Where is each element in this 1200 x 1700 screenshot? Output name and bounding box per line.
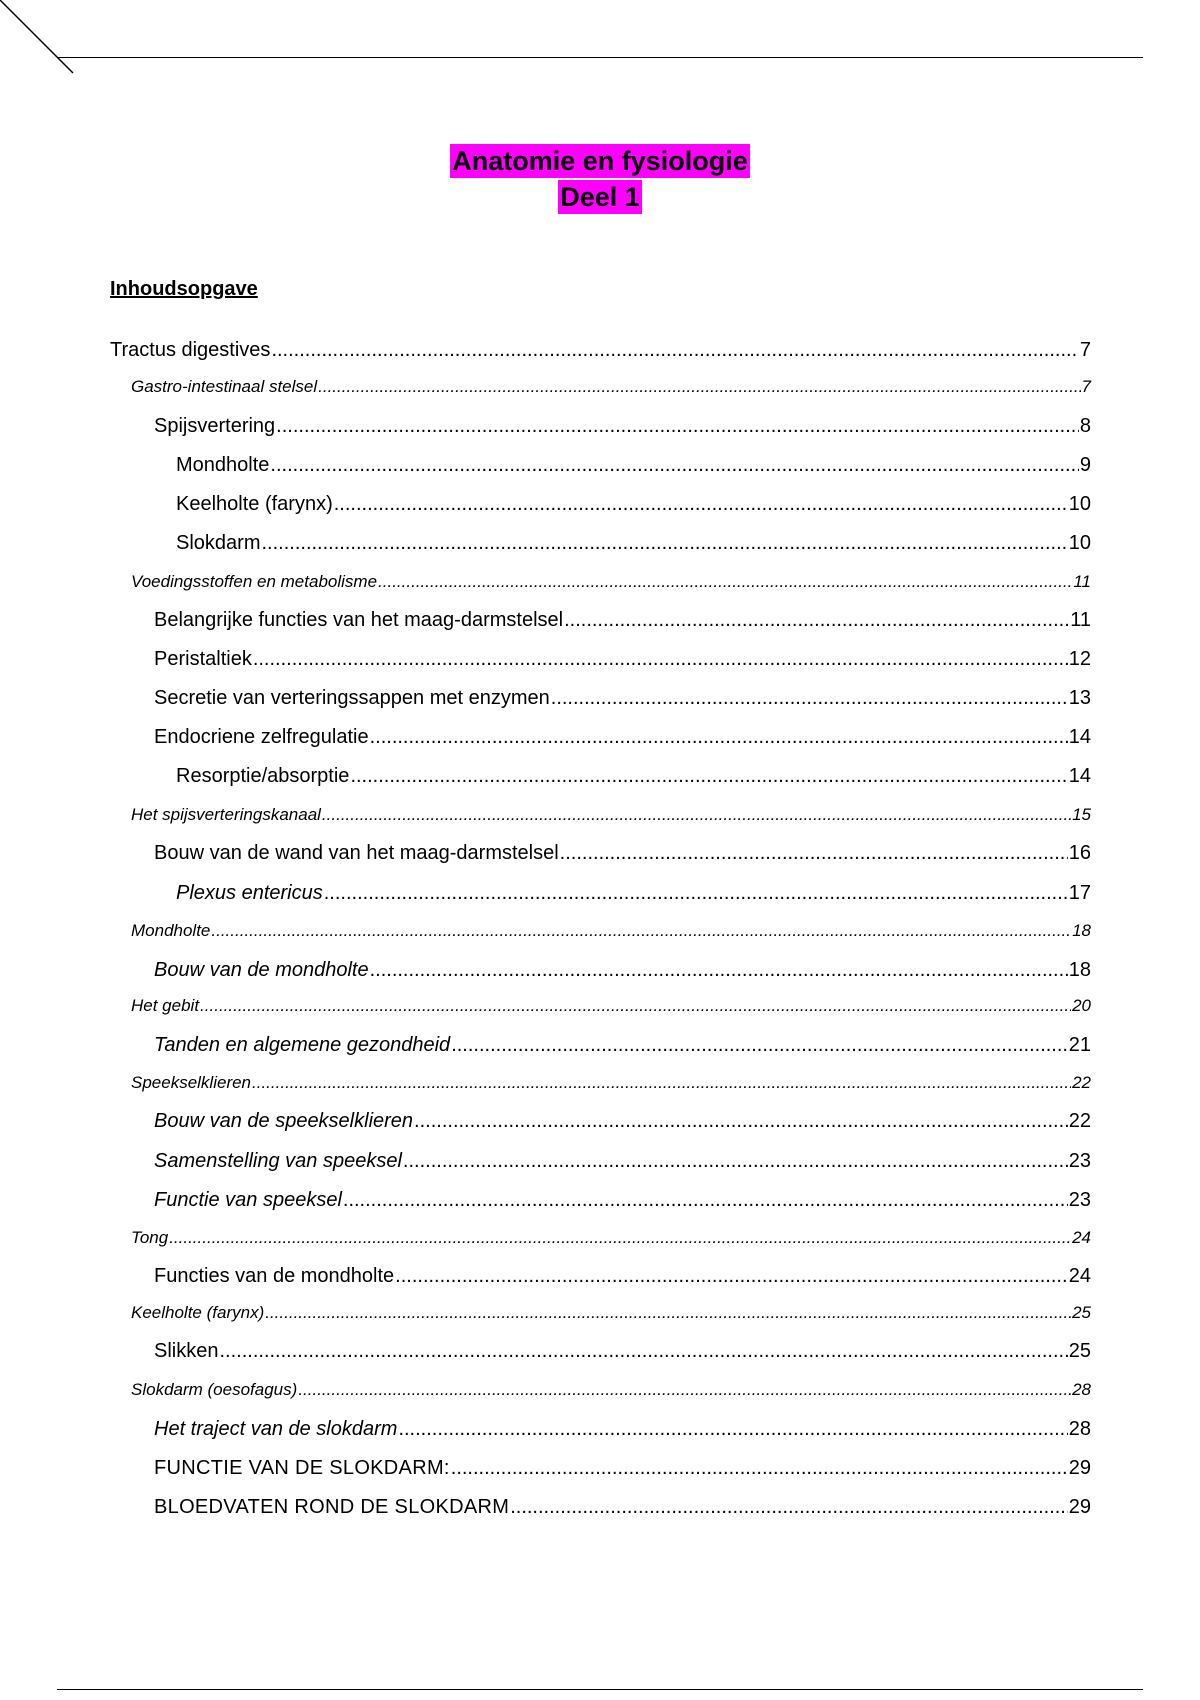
- document-title: [0, 144, 1200, 216]
- toc-leader-dots: [343, 1189, 1068, 1212]
- toc-leader-dots: [560, 842, 1068, 865]
- toc-leader-dots: [395, 1265, 1068, 1288]
- toc-entry-page: 14: [1068, 726, 1091, 748]
- toc-leader-dots: [169, 1228, 1071, 1248]
- toc-entry-label: Het spijsverteringskanaal: [131, 805, 321, 824]
- toc-leader-dots: [261, 532, 1067, 555]
- toc-entry[interactable]: [154, 648, 1091, 671]
- toc-leader-dots: [370, 959, 1068, 982]
- toc-leader-dots: [334, 493, 1068, 516]
- toc-leader-dots: [276, 415, 1079, 438]
- toc-entry[interactable]: [131, 996, 1091, 1016]
- toc-entry-page: 24: [1068, 1265, 1091, 1287]
- toc-entry[interactable]: [154, 1340, 1091, 1363]
- footer-rule: [57, 1689, 1143, 1690]
- toc-entry-page: 29: [1068, 1496, 1091, 1518]
- toc-entry-label: Voedingsstoffen en metabolisme: [131, 572, 378, 591]
- toc-entry-label: Slokdarm: [176, 532, 261, 554]
- toc-leader-dots: [350, 765, 1067, 788]
- toc-entry[interactable]: [154, 415, 1091, 438]
- toc-entry-page: 14: [1068, 765, 1091, 787]
- toc-entry[interactable]: [176, 532, 1091, 555]
- toc-leader-dots: [200, 996, 1071, 1016]
- toc-entry-page: 18: [1072, 921, 1091, 940]
- toc-entry-page: 12: [1068, 648, 1091, 670]
- toc-entry-label: Plexus entericus: [176, 882, 323, 904]
- toc-entry-page: 20: [1072, 996, 1091, 1015]
- toc-entry-page: 24: [1072, 1228, 1091, 1247]
- toc-entry[interactable]: [154, 1265, 1091, 1288]
- toc-entry-page: 18: [1068, 959, 1091, 981]
- toc-entry-label: Mondholte: [131, 921, 211, 940]
- toc-entry-label: Bouw van de mondholte: [154, 959, 369, 981]
- toc-entry-page: 28: [1068, 1418, 1091, 1440]
- toc-entry[interactable]: [154, 1110, 1091, 1133]
- toc-leader-dots: [271, 339, 1078, 362]
- toc-entry-page: 21: [1068, 1034, 1091, 1056]
- toc-leader-dots: [298, 1380, 1071, 1400]
- toc-entry-page: 11: [1070, 609, 1091, 631]
- toc-entry[interactable]: [154, 1189, 1091, 1212]
- toc-leader-dots: [211, 921, 1071, 941]
- toc-entry-label: Slokdarm (oesofagus): [131, 1380, 298, 1399]
- toc-entry-page: 25: [1068, 1340, 1091, 1362]
- toc-leader-dots: [370, 726, 1068, 749]
- toc-entry-label: Belangrijke functies van het maag-darmstelsel: [154, 609, 564, 631]
- toc-leader-dots: [322, 805, 1071, 825]
- toc-entry-label: Keelholte (farynx): [131, 1303, 265, 1322]
- toc-entry[interactable]: [176, 882, 1091, 905]
- toc-entry[interactable]: [176, 493, 1091, 516]
- toc-entry-label: Spijsvertering: [154, 415, 276, 437]
- toc-leader-dots: [318, 377, 1080, 397]
- toc-entry-page: 15: [1072, 805, 1091, 824]
- toc-entry-page: 11: [1073, 572, 1091, 591]
- toc-entry-label: Het traject van de slokdarm: [154, 1418, 398, 1440]
- toc-entry[interactable]: [154, 1150, 1091, 1173]
- toc-entry-label: Resorptie/absorptie: [176, 765, 350, 787]
- toc-entry-page: 7: [1081, 377, 1091, 396]
- toc-entry[interactable]: [154, 1457, 1091, 1480]
- toc-entry-label: Keelholte (farynx): [176, 493, 333, 515]
- toc-entry[interactable]: [154, 842, 1091, 865]
- toc-entry-page: 28: [1072, 1380, 1091, 1399]
- toc-entry[interactable]: [131, 1380, 1091, 1400]
- toc-entry-page: 7: [1079, 339, 1091, 361]
- toc-entry[interactable]: [176, 454, 1091, 477]
- toc-leader-dots: [253, 648, 1068, 671]
- toc-entry-page: 22: [1072, 1073, 1091, 1092]
- toc-entry-label: Mondholte: [176, 454, 270, 476]
- toc-entry-label: FUNCTIE VAN DE SLOKDARM:: [154, 1457, 450, 1479]
- toc-entry[interactable]: [131, 572, 1091, 592]
- toc-entry-page: 25: [1072, 1303, 1091, 1322]
- toc-entry[interactable]: [176, 765, 1091, 788]
- toc-entry-label: Tong: [131, 1228, 169, 1247]
- toc-entry[interactable]: [110, 339, 1091, 362]
- toc-entry-page: 10: [1068, 493, 1091, 515]
- toc-leader-dots: [270, 454, 1078, 477]
- toc-entry-label: Peristaltiek: [154, 648, 252, 670]
- corner-mark: [0, 0, 80, 80]
- toc-entry[interactable]: [154, 687, 1091, 710]
- toc-entry-label: Tanden en algemene gezondheid: [154, 1034, 451, 1056]
- toc-entry[interactable]: [154, 1034, 1091, 1057]
- toc-entry-page: 10: [1068, 532, 1091, 554]
- toc-entry[interactable]: [131, 1073, 1091, 1093]
- toc-entry[interactable]: [131, 1228, 1091, 1248]
- toc-entry-page: 16: [1068, 842, 1091, 864]
- header-rule: [57, 57, 1143, 58]
- toc-leader-dots: [265, 1303, 1071, 1323]
- toc-entry-label: Endocriene zelfregulatie: [154, 726, 369, 748]
- toc-entry-label: Functies van de mondholte: [154, 1265, 395, 1287]
- toc-entry-label: Gastro-intestinaal stelsel: [131, 377, 318, 396]
- toc-entry-label: Functie van speeksel: [154, 1189, 342, 1211]
- toc-leader-dots: [378, 572, 1072, 592]
- toc-heading: Inhoudsopgave: [110, 278, 258, 300]
- toc-entry-label: Slikken: [154, 1340, 219, 1362]
- toc-entry-label: Samenstelling van speeksel: [154, 1150, 402, 1172]
- toc-entry-label: Het gebit: [131, 996, 200, 1015]
- toc-entry[interactable]: [131, 377, 1091, 397]
- toc-entry-page: 22: [1068, 1110, 1091, 1132]
- toc-entry[interactable]: [131, 1303, 1091, 1323]
- toc-entry-label: Bouw van de wand van het maag-darmstelsel: [154, 842, 559, 864]
- toc-entry-page: 23: [1068, 1189, 1091, 1211]
- toc-leader-dots: [564, 609, 1069, 632]
- toc-entry-page: 17: [1068, 882, 1091, 904]
- toc-entry-page: 13: [1068, 687, 1091, 709]
- toc-leader-dots: [451, 1034, 1068, 1057]
- toc-leader-dots: [510, 1496, 1068, 1519]
- toc-entry[interactable]: [131, 805, 1091, 825]
- toc-entry-label: Bouw van de speekselklieren: [154, 1110, 414, 1132]
- toc-entry[interactable]: [154, 1418, 1091, 1441]
- title-line-2: Deel 1: [560, 182, 640, 212]
- toc-entry-label: Secretie van verteringssappen met enzymen: [154, 687, 550, 709]
- toc-entry[interactable]: [154, 1496, 1091, 1519]
- toc-leader-dots: [324, 882, 1068, 905]
- toc-entry-label: Speekselklieren: [131, 1073, 252, 1092]
- toc-leader-dots: [551, 687, 1068, 710]
- toc-leader-dots: [219, 1340, 1067, 1363]
- toc-entry[interactable]: [154, 726, 1091, 749]
- toc-leader-dots: [252, 1073, 1071, 1093]
- toc-entry[interactable]: [154, 959, 1091, 982]
- toc-entry[interactable]: [154, 609, 1091, 632]
- toc-entry-page: 23: [1068, 1150, 1091, 1172]
- toc-entry-page: 9: [1079, 454, 1091, 476]
- toc-entry[interactable]: [131, 921, 1091, 941]
- toc-entry-label: Tractus digestives: [110, 339, 271, 361]
- toc-leader-dots: [414, 1110, 1068, 1133]
- toc-entry-page: 8: [1079, 415, 1091, 437]
- toc-leader-dots: [398, 1418, 1067, 1441]
- toc-entry-label: BLOEDVATEN ROND DE SLOKDARM: [154, 1496, 510, 1518]
- toc-leader-dots: [451, 1457, 1068, 1480]
- title-line-1: Anatomie en fysiologie: [452, 146, 748, 176]
- toc-leader-dots: [403, 1150, 1068, 1173]
- toc-entry-page: 29: [1068, 1457, 1091, 1479]
